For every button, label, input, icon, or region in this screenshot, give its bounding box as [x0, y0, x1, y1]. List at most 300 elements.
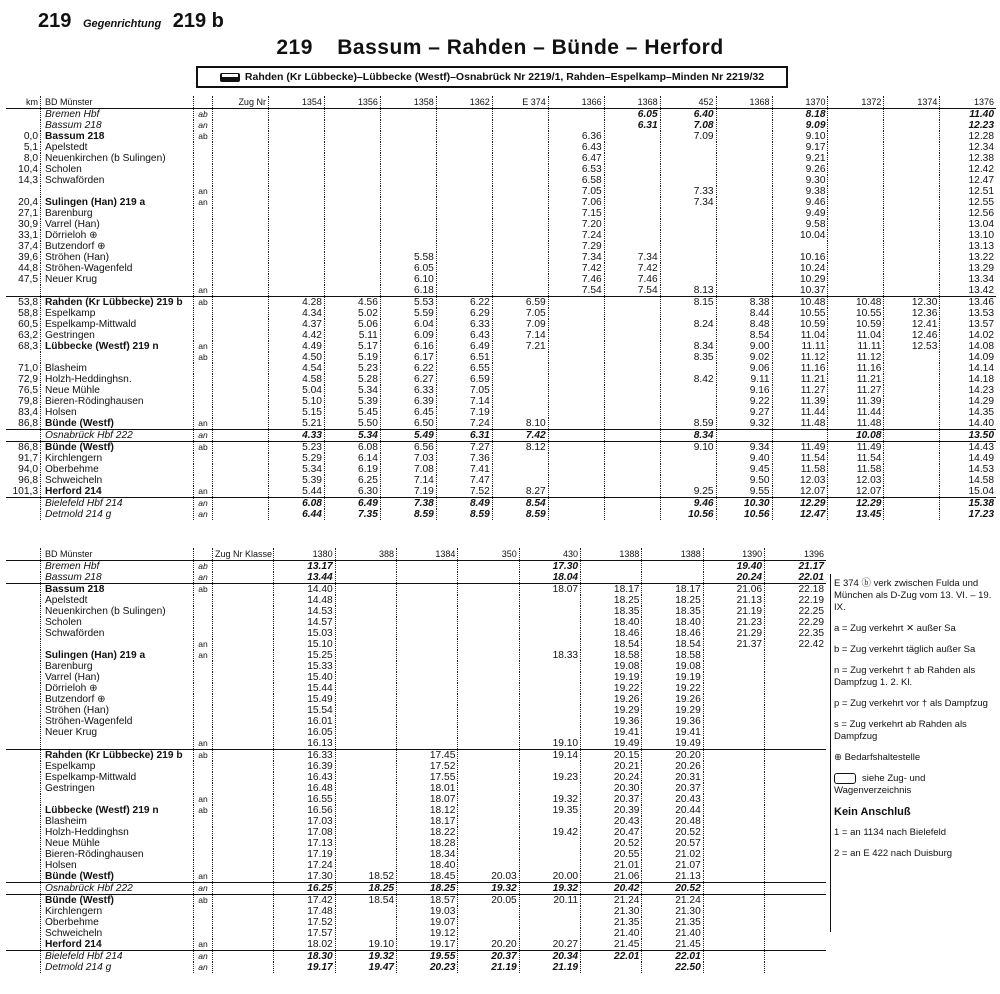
time-cell: [548, 418, 604, 430]
time-cell: [458, 783, 519, 794]
arr-dep-cell: an: [194, 430, 213, 442]
time-cell: [335, 906, 396, 917]
time-cell: 4.33: [268, 430, 324, 442]
time-cell: [765, 661, 826, 672]
arr-dep-cell: [194, 308, 213, 319]
time-cell: 10.55: [828, 308, 884, 319]
time-cell: [703, 761, 764, 772]
time-cell: [335, 738, 396, 750]
time-cell: [765, 716, 826, 727]
arr-dep-cell: [194, 230, 213, 241]
column-header: 1388: [581, 548, 642, 561]
time-cell: 18.46: [642, 628, 703, 639]
time-cell: 21.29: [703, 628, 764, 639]
table-row: [6, 727, 826, 738]
station-cell: Apelstedt: [41, 595, 194, 606]
time-cell: [397, 572, 458, 584]
spacer-cell: [213, 584, 274, 596]
time-cell: [703, 683, 764, 694]
spacer-cell: [213, 453, 269, 464]
spacer-cell: [213, 263, 269, 274]
time-cell: 20.57: [642, 838, 703, 849]
time-cell: 18.40: [642, 617, 703, 628]
legend-text: 2 = an E 422 nach Duisburg: [834, 848, 953, 860]
time-cell: [436, 164, 492, 175]
time-cell: 16.33: [274, 750, 335, 762]
time-cell: [604, 453, 660, 464]
time-cell: 19.03: [397, 906, 458, 917]
time-cell: 7.29: [548, 241, 604, 252]
time-cell: [492, 186, 548, 197]
km-cell: [6, 186, 41, 197]
time-cell: 12.28: [940, 131, 996, 142]
station-cell: Bielefeld Hbf 214: [41, 951, 194, 963]
time-cell: [604, 208, 660, 219]
time-cell: 19.14: [519, 750, 580, 762]
station-cell: Sulingen (Han) 219 a: [41, 650, 194, 661]
arr-dep-cell: [194, 917, 213, 928]
table-row: [6, 672, 826, 683]
time-cell: [519, 606, 580, 617]
time-cell: 20.37: [458, 951, 519, 963]
time-cell: [397, 694, 458, 705]
time-cell: [492, 208, 548, 219]
legend-text: ⊕ Bedarfshaltestelle: [834, 752, 921, 763]
time-cell: [703, 805, 764, 816]
time-cell: [458, 727, 519, 738]
station-cell: Neuer Krug: [41, 727, 194, 738]
time-cell: 19.40: [703, 561, 764, 573]
table-row: [6, 595, 826, 606]
time-cell: 11.04: [772, 330, 828, 341]
time-cell: [660, 453, 716, 464]
km-cell: 8,0: [23, 153, 38, 164]
time-cell: 7.24: [548, 230, 604, 241]
km-cell: 47,5: [18, 274, 38, 285]
page-title: [0, 36, 1000, 60]
time-cell: 6.31: [436, 430, 492, 442]
time-cell: [335, 639, 396, 650]
time-cell: 5.28: [324, 374, 380, 385]
time-cell: [268, 197, 324, 208]
spacer-cell: [213, 418, 269, 430]
station-cell: Oberbehme: [41, 464, 194, 475]
time-cell: [458, 794, 519, 805]
time-cell: [765, 928, 826, 939]
time-cell: [884, 109, 940, 121]
time-cell: 9.22: [716, 396, 772, 407]
table-row: [6, 716, 826, 727]
station-cell: Gestringen: [41, 783, 194, 794]
legend-text: p = Zug verkehrt vor † als Dampfzug: [834, 698, 988, 709]
table-row: [6, 464, 996, 475]
table-row: [6, 208, 996, 219]
time-cell: [716, 230, 772, 241]
time-cell: [548, 475, 604, 486]
time-cell: [268, 164, 324, 175]
time-cell: [765, 962, 826, 973]
column-header: E 374: [492, 96, 548, 109]
time-cell: [548, 297, 604, 309]
legend-item: [834, 578, 996, 614]
time-cell: [703, 794, 764, 805]
legend-item: [834, 719, 996, 743]
time-cell: [828, 241, 884, 252]
km-cell: [6, 805, 41, 816]
spacer-cell: [213, 186, 269, 197]
time-cell: 19.17: [397, 939, 458, 951]
column-header: 1354: [268, 96, 324, 109]
time-cell: 21.02: [642, 849, 703, 860]
time-cell: [765, 794, 826, 805]
time-cell: 20.34: [519, 951, 580, 963]
time-cell: [380, 109, 436, 121]
arr-dep-cell: [194, 860, 213, 871]
time-cell: [716, 197, 772, 208]
time-cell: 19.55: [397, 951, 458, 963]
time-cell: 4.50: [268, 352, 324, 363]
time-cell: 19.26: [642, 694, 703, 705]
time-cell: 13.46: [940, 297, 996, 309]
spacer-cell: [213, 595, 274, 606]
km-cell: 60,5: [18, 319, 38, 330]
time-cell: [660, 208, 716, 219]
column-header: BD Münster: [41, 548, 194, 561]
time-cell: [884, 464, 940, 475]
spacer-cell: [213, 683, 274, 694]
time-cell: [380, 164, 436, 175]
km-cell: 58,8: [18, 308, 38, 319]
legend-item: [834, 806, 996, 818]
time-cell: 14.43: [940, 442, 996, 454]
time-cell: 13.22: [940, 252, 996, 263]
time-cell: [716, 131, 772, 142]
time-cell: 18.57: [397, 895, 458, 907]
spacer-cell: [213, 442, 269, 454]
time-cell: 21.17: [765, 561, 826, 573]
time-cell: [335, 772, 396, 783]
time-cell: [660, 241, 716, 252]
time-cell: 20.15: [581, 750, 642, 762]
time-cell: 9.09: [772, 120, 828, 131]
time-cell: 9.45: [716, 464, 772, 475]
time-cell: [884, 131, 940, 142]
time-cell: 7.06: [548, 197, 604, 208]
arr-dep-cell: ab: [194, 895, 213, 907]
time-cell: [884, 142, 940, 153]
time-cell: 9.16: [716, 385, 772, 396]
column-header: 1380: [274, 548, 335, 561]
time-cell: 21.45: [581, 939, 642, 951]
arr-dep-cell: [194, 705, 213, 716]
time-cell: 21.24: [642, 895, 703, 907]
time-cell: [703, 738, 764, 750]
time-cell: 13.53: [940, 308, 996, 319]
time-cell: 20.26: [642, 761, 703, 772]
time-cell: [703, 849, 764, 860]
time-cell: 20.55: [581, 849, 642, 860]
time-cell: [519, 595, 580, 606]
time-cell: 20.43: [581, 816, 642, 827]
direction-label: Gegenrichtung: [82, 18, 162, 30]
time-cell: [884, 352, 940, 363]
table-row: [6, 363, 996, 374]
time-cell: [828, 175, 884, 186]
time-cell: 11.16: [828, 363, 884, 374]
legend-text: s = Zug verkehrt ab Rahden als Dampfzug: [834, 719, 967, 742]
time-cell: 9.46: [772, 197, 828, 208]
time-cell: 7.35: [324, 509, 380, 520]
time-cell: [604, 352, 660, 363]
arr-dep-cell: an: [194, 738, 213, 750]
km-cell: [6, 816, 41, 827]
time-cell: [335, 827, 396, 838]
time-cell: [492, 464, 548, 475]
spacer-cell: [213, 274, 269, 285]
time-cell: 19.08: [581, 661, 642, 672]
spacer-cell: [213, 750, 274, 762]
time-cell: 8.59: [380, 509, 436, 520]
time-cell: [828, 219, 884, 230]
table-row: [6, 617, 826, 628]
time-cell: [765, 838, 826, 849]
time-cell: 20.21: [581, 761, 642, 772]
km-cell: 91,7: [18, 453, 38, 464]
time-cell: 11.39: [828, 396, 884, 407]
time-cell: 13.50: [940, 430, 996, 442]
time-cell: [268, 142, 324, 153]
time-cell: [703, 827, 764, 838]
time-cell: 4.34: [268, 308, 324, 319]
km-cell: [6, 750, 41, 762]
station-cell: Schwaförden: [41, 628, 194, 639]
station-cell: Bassum 218: [41, 584, 194, 596]
time-cell: 12.07: [772, 486, 828, 498]
time-cell: [716, 164, 772, 175]
time-cell: 10.56: [660, 509, 716, 520]
km-cell: 94,0: [18, 464, 38, 475]
time-cell: 7.34: [604, 252, 660, 263]
spacer-cell: [213, 672, 274, 683]
time-cell: 5.34: [268, 464, 324, 475]
km-cell: 101,3: [12, 486, 38, 497]
time-cell: [604, 430, 660, 442]
time-cell: [335, 661, 396, 672]
time-cell: 10.04: [772, 230, 828, 241]
time-cell: [765, 849, 826, 860]
station-cell: Bassum 218: [41, 120, 194, 131]
time-cell: 21.07: [642, 860, 703, 871]
time-cell: [703, 951, 764, 963]
time-cell: [436, 219, 492, 230]
time-cell: 18.25: [397, 883, 458, 895]
time-cell: [436, 109, 492, 121]
time-cell: 9.11: [716, 374, 772, 385]
time-cell: [335, 584, 396, 596]
table-row: [6, 498, 996, 510]
time-cell: 6.18: [380, 285, 436, 297]
time-cell: [703, 838, 764, 849]
time-cell: 13.45: [828, 509, 884, 520]
arr-dep-cell: ab: [194, 442, 213, 454]
time-cell: [884, 407, 940, 418]
table-row: [6, 639, 826, 650]
time-cell: 6.58: [548, 175, 604, 186]
column-header: Zug Nr: [213, 96, 269, 109]
time-cell: 7.46: [548, 274, 604, 285]
time-cell: [884, 418, 940, 430]
spacer-cell: [213, 761, 274, 772]
time-cell: 20.52: [642, 883, 703, 895]
time-cell: [884, 274, 940, 285]
km-cell: [6, 871, 41, 883]
time-cell: 19.19: [642, 672, 703, 683]
time-cell: 21.45: [642, 939, 703, 951]
time-cell: [765, 906, 826, 917]
arr-dep-cell: [194, 906, 213, 917]
time-cell: 11.48: [772, 418, 828, 430]
time-cell: [458, 738, 519, 750]
time-cell: [397, 672, 458, 683]
time-cell: 20.37: [581, 794, 642, 805]
time-cell: [548, 486, 604, 498]
time-cell: [828, 252, 884, 263]
time-cell: 8.59: [436, 509, 492, 520]
time-cell: 11.40: [940, 109, 996, 121]
table-row: [6, 274, 996, 285]
km-cell: [6, 849, 41, 860]
time-cell: [660, 475, 716, 486]
time-cell: 11.58: [772, 464, 828, 475]
spacer-cell: [213, 241, 269, 252]
time-cell: 18.07: [519, 584, 580, 596]
time-cell: 9.58: [772, 219, 828, 230]
legend-text: E 374 ⓑ verk zwischen Fulda und München als D-Zug vom 13. VI. – 19. IX.: [834, 578, 992, 613]
time-cell: 21.13: [703, 595, 764, 606]
time-cell: 7.42: [604, 263, 660, 274]
km-cell: [6, 650, 41, 661]
table-number: 219: [276, 36, 313, 59]
time-cell: 5.59: [380, 308, 436, 319]
time-cell: 13.17: [274, 561, 335, 573]
legend-item: [834, 644, 996, 656]
time-cell: 7.54: [604, 285, 660, 297]
time-cell: [436, 120, 492, 131]
legend-item: [834, 773, 996, 797]
time-cell: 21.13: [642, 871, 703, 883]
time-cell: 7.24: [436, 418, 492, 430]
time-cell: [884, 252, 940, 263]
time-cell: [765, 772, 826, 783]
time-cell: 6.59: [492, 297, 548, 309]
time-cell: 15.49: [274, 694, 335, 705]
time-cell: 6.47: [548, 153, 604, 164]
time-cell: 12.03: [772, 475, 828, 486]
arr-dep-cell: [194, 727, 213, 738]
table-row: [6, 131, 996, 142]
time-cell: 7.41: [436, 464, 492, 475]
time-cell: 20.47: [581, 827, 642, 838]
time-cell: [884, 285, 940, 297]
km-cell: [6, 572, 41, 584]
time-cell: [765, 917, 826, 928]
arr-dep-cell: an: [194, 197, 213, 208]
time-cell: [335, 694, 396, 705]
time-cell: [716, 263, 772, 274]
time-cell: 11.49: [828, 442, 884, 454]
time-cell: [548, 363, 604, 374]
km-cell: 83,4: [18, 407, 38, 418]
station-cell: [41, 738, 194, 750]
time-cell: [458, 705, 519, 716]
arr-dep-cell: [194, 274, 213, 285]
legend-text: Kein Anschluß: [834, 806, 911, 819]
time-cell: [519, 783, 580, 794]
time-cell: 4.49: [268, 341, 324, 352]
spacer-cell: [213, 939, 274, 951]
time-cell: 9.25: [660, 486, 716, 498]
bus-icon: [220, 73, 240, 82]
time-cell: [458, 805, 519, 816]
time-cell: 20.48: [642, 816, 703, 827]
time-cell: [765, 871, 826, 883]
time-cell: 11.11: [828, 341, 884, 352]
time-cell: [492, 396, 548, 407]
arr-dep-cell: [194, 783, 213, 794]
time-cell: 12.53: [884, 341, 940, 352]
time-cell: [324, 197, 380, 208]
time-cell: 17.13: [274, 838, 335, 849]
time-cell: 10.55: [772, 308, 828, 319]
time-cell: [765, 816, 826, 827]
spacer-cell: [213, 230, 269, 241]
time-cell: 14.58: [940, 475, 996, 486]
time-cell: [380, 219, 436, 230]
time-cell: 19.29: [581, 705, 642, 716]
time-cell: [660, 142, 716, 153]
arr-dep-cell: ab: [194, 750, 213, 762]
legend-item: [834, 827, 996, 839]
km-cell: [6, 430, 41, 442]
km-cell: 14,3: [18, 175, 38, 186]
km-cell: 79,8: [18, 396, 38, 407]
time-cell: [492, 475, 548, 486]
km-cell: [6, 285, 41, 297]
time-cell: 19.49: [581, 738, 642, 750]
time-cell: 12.42: [940, 164, 996, 175]
station-cell: Holsen: [41, 860, 194, 871]
arr-dep-cell: an: [194, 962, 213, 973]
time-cell: [660, 219, 716, 230]
time-cell: 22.42: [765, 639, 826, 650]
station-cell: Oberbehme: [41, 917, 194, 928]
arr-dep-cell: an: [194, 883, 213, 895]
column-header: 1384: [397, 548, 458, 561]
time-cell: [492, 175, 548, 186]
table-row: [6, 951, 826, 963]
time-cell: 17.45: [397, 750, 458, 762]
time-cell: [380, 142, 436, 153]
arr-dep-cell: an: [194, 639, 213, 650]
time-cell: 7.08: [660, 120, 716, 131]
time-cell: [703, 772, 764, 783]
time-cell: 6.33: [380, 385, 436, 396]
spacer-cell: [213, 694, 274, 705]
legend-item: [834, 698, 996, 710]
time-cell: 16.48: [274, 783, 335, 794]
time-cell: 5.10: [268, 396, 324, 407]
arr-dep-cell: an: [194, 509, 213, 520]
